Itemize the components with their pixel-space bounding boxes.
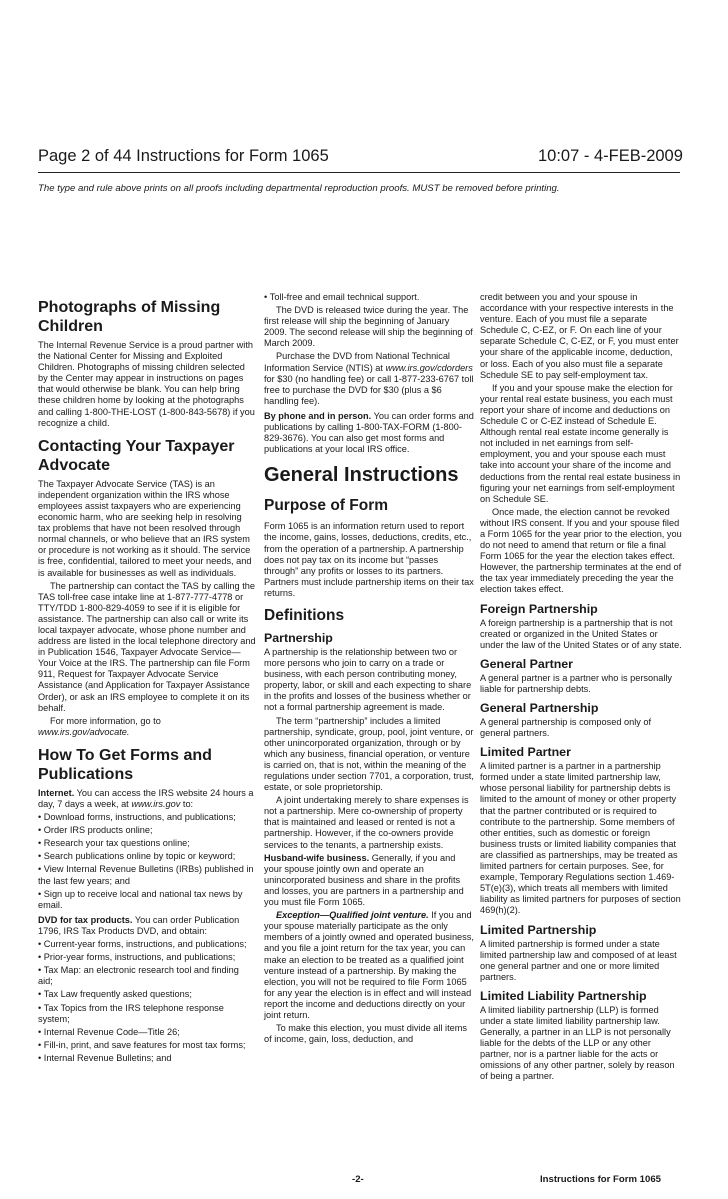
lpship-text: A limited partnership is formed under a state limited partnership law and composed of at least one general partner and one or more limited partners. bbox=[480, 938, 677, 982]
internet-text: You can access the IRS website 24 hours a day, 7 days a week, at bbox=[38, 787, 254, 809]
purchase-text-2: for $30 (no handling fee) or call 1-877-233-6767 toll free to purchase the DVD for $30 (plus a $6 handling fee). bbox=[264, 373, 474, 406]
internet-to: to: bbox=[182, 799, 194, 809]
internet-url[interactable]: www.irs.gov bbox=[131, 799, 181, 809]
internet-item: • Download forms, instructions, and publications; bbox=[38, 812, 256, 823]
foreign-title: Foreign Partnership bbox=[480, 601, 598, 616]
purchase-text-1: Purchase the DVD from National Technical Information Service (NTIS) at bbox=[264, 351, 450, 373]
page-number: -2- bbox=[352, 1174, 364, 1185]
dvd-item: • Internal Revenue Code—Title 26; bbox=[38, 1027, 256, 1038]
exception-text: If you and your spouse materially participate as the only members of a jointly owned and operated business, and you file a joint return for the tax year, you can make an election to be treated as a qualified joint venture instead of a partnership. By making the election, you will not be required to file Form 1065 for any year the election is in effect and will instead report the income and deductions directly on your joint return. bbox=[264, 910, 474, 1020]
internet-item: • Order IRS products online; bbox=[38, 825, 256, 836]
tas-p1: The Taxpayer Advocate Service (TAS) is an independent organization within the IRS whose employees assist taxpayers who are experiencing economic harm, who are seeking help in resolving tax problems that have not been resolved through normal channels, or who believe that an IRS system or procedure is not working as it should. The service is free, confidential, tailored to meet your needs, and is available for businesses as well as individuals. bbox=[38, 478, 252, 578]
husband-text: Generally, if you and your spouse jointly own and operate an unincorporated business and share in the profits and losses, you are partners in a partnership and you must file Form 1065. bbox=[264, 852, 464, 908]
internet-item: • Search publications online by topic or keyword; bbox=[38, 851, 256, 862]
partnership-p1: A partnership is the relationship between two or more persons who join to carry on a trade or business, with each person contributing money, property, labor, or skill and each expecting to share in the profits and losses of the business whether or not a formal partnership agreement is made. bbox=[264, 646, 472, 713]
dvd-item: • Tax Map: an electronic research tool and finding aid; bbox=[38, 965, 256, 987]
dvd-item: • Internal Revenue Bulletins; and bbox=[38, 1053, 256, 1064]
llp-title: Limited Liability Partnership bbox=[480, 988, 647, 1003]
gp-text: A general partner is a partner who is personally liable for partnership debts. bbox=[480, 672, 673, 694]
lp-title: Limited Partner bbox=[480, 745, 571, 760]
tas-p2: The partnership can contact the TAS by calling the TAS toll-free case intake line at 1-877-777-4778 or TTY/TDD 1-800-829-4059 to see if it is eligible for assistance. The partnership can also call or write its local taxpayer advocate, whose phone number and address are listed in the local telephone directory and in Publication 1546, Taxpayer Advocate Service—Your Voice at the IRS. The partnership can file Form 911, Request for Taxpayer Advocate Service Assistance (and Application for Taxpayer Assistance Order), or ask an IRS employee to complete it on its behalf. bbox=[38, 580, 256, 713]
gpship-title: General Partnership bbox=[480, 701, 599, 715]
forms-title: How To Get Forms and Publications bbox=[38, 746, 212, 783]
partnership-p2: The term “partnership” includes a limited partnership, syndicate, group, pool, joint venture, or other unincorporated organization, through or by which any business, financial operation, or venture is carried on, that is not, within the meaning of the regulations under section 7701, a corporation, trust, estate, or sole proprietorship. bbox=[264, 715, 474, 793]
foreign-text: A foreign partnership is a partnership that is not created or organized in the United States or under the law of the United States or of any state. bbox=[480, 617, 682, 650]
phone-text: You can order forms and publications by calling 1-800-TAX-FORM (1-800-829-3676). You can also get most forms and publications at your local IRS office. bbox=[264, 410, 474, 455]
phone-label: By phone and in person. bbox=[264, 410, 372, 421]
tas-p3 bbox=[38, 716, 256, 738]
internet-item: • Research your tax questions online; bbox=[38, 838, 256, 849]
dvd-release-text: The DVD is released twice during the year. The first release will ship the beginning of January 2009. The second release will ship the beginning of March 2009. bbox=[264, 305, 473, 349]
partnership-p3: A joint undertaking merely to share expenses is not a partnership. Mere co-ownership of property that is maintained and leased or rented is not a partnership. However, if the co-owners provide services to the tenants, a partnership exists. bbox=[264, 795, 469, 850]
election-continued: credit between you and your spouse in accordance with your respective interests in the venture. Each of you must file a separate Schedule C, C-EZ, or F. On each line of your separate Schedule C, C-EZ, or F, you must enter your share of the applicable income, deduction, or loss. Each of you also must file a separate Schedule SE to pay self-employment tax. bbox=[480, 292, 679, 380]
purchase-para bbox=[264, 351, 474, 406]
general-instructions-title: General Instructions bbox=[264, 464, 459, 487]
lpship-title: Limited Partnership bbox=[480, 922, 597, 937]
husband-label: Husband-wife business. bbox=[264, 852, 370, 863]
header-left: Page 2 of 44 Instructions for Form 1065 bbox=[38, 147, 329, 165]
internet-item: • Sign up to receive local and national tax news by email. bbox=[38, 889, 256, 911]
dvd-label: DVD for tax products. bbox=[38, 914, 133, 925]
definitions-title: Definitions bbox=[264, 606, 345, 624]
tas-link[interactable]: www.irs.gov/advocate. bbox=[38, 726, 130, 737]
purpose-title: Purpose of Form bbox=[264, 497, 389, 515]
footer-title: Instructions for Form 1065 bbox=[540, 1174, 662, 1185]
exception-label: Exception—Qualified joint venture. bbox=[276, 910, 429, 921]
column-3 bbox=[480, 292, 682, 1085]
exception-para bbox=[264, 910, 474, 1021]
column-2 bbox=[264, 292, 474, 1047]
tas-p3-text: For more information, go to bbox=[50, 715, 161, 726]
husband-para bbox=[264, 853, 474, 908]
dvd-item: • Current-year forms, instructions, and publications; bbox=[38, 939, 256, 950]
dvd-item: • Fill-in, print, and save features for most tax forms; bbox=[38, 1040, 256, 1051]
dvd-para bbox=[38, 915, 256, 937]
rental-para: If you and your spouse make the election for your rental real estate business, you each must report your share of income and deductions on Schedule C or C-EZ instead of Schedule E. Although rental real estate income generally is not included in net earnings from self-employment, you and your spouse each must take into account your share of the income and deductions from the rental real estate business in figuring your net earnings from self-employment on Schedule SE. bbox=[480, 382, 681, 504]
partnership-title: Partnership bbox=[264, 630, 333, 645]
election-para: To make this election, you must divide all items of income, gain, loss, deduction, and bbox=[264, 1023, 467, 1045]
dvd-item: • Tax Topics from the IRS telephone response system; bbox=[38, 1003, 256, 1025]
dvd-item: • Prior-year forms, instructions, and publications; bbox=[38, 952, 256, 963]
dvd-item: • Tax Law frequently asked questions; bbox=[38, 989, 256, 1000]
header-right: 10:07 - 4-FEB-2009 bbox=[538, 147, 683, 165]
lp-text: A limited partner is a partner in a partnership formed under a state limited partnership law, whose personal liability for partnership debts is limited to the amount of money or other property that the partner contributed or is required to contribute to the partnership. Some members of other entities, such as domestic or foreign business trusts or limited liability companies that are classified as partnerships, may be treated as limited partners for certain purposes. See, for example, Temporary Regulations section 1.469-5T(e)(3), which treats all members with limited liability as limited partners for purposes of section 469(h)(2). bbox=[480, 761, 681, 916]
tas-title: Contacting Your Taxpayer Advocate bbox=[38, 437, 235, 474]
purchase-url[interactable]: www.irs.gov/cdorders bbox=[385, 362, 473, 373]
gp-title: General Partner bbox=[480, 656, 573, 671]
gpship-text: A general partnership is composed only of general partners. bbox=[480, 717, 652, 739]
internet-para bbox=[38, 788, 256, 810]
support-bullet: • Toll-free and email technical support. bbox=[264, 292, 474, 303]
purpose-text: Form 1065 is an information return used to report the income, gains, losses, deductions, credits, etc., from the operation of a partnership. A partnership does not pay tax on its income but “passes through” any profits or losses to its partners. Partners must include partnership items on their tax returns. bbox=[264, 521, 474, 598]
revoke-para: Once made, the election cannot be revoked without IRS consent. If you and your spouse filed a Form 1065 for the year prior to the election, you do not need to amend that return or file a final Form 1065 for the year the election takes effect. However, the partnership terminates at the end of the tax year immediately preceding the year the election takes effect. bbox=[480, 506, 682, 595]
column-1 bbox=[38, 292, 256, 1066]
internet-label: Internet. bbox=[38, 787, 75, 798]
proof-notice: The type and rule above prints on all proofs including departmental reproduction proofs. MUST be removed before printing. bbox=[38, 183, 560, 194]
llp-text: A limited liability partnership (LLP) is formed under a state limited liability partnership law. Generally, a partner in an LLP is not personally liable for the debts of the LLP or any other partner, nor is a partner liable for the acts or omissions of any other partner, solely by reason of being a partner. bbox=[480, 1004, 675, 1082]
phone-para bbox=[264, 411, 474, 455]
dvd-text: You can order Publication 1796, IRS Tax Products DVD, and obtain: bbox=[38, 914, 240, 936]
photos-title: Photographs of Missing Children bbox=[38, 299, 221, 335]
photos-text: The Internal Revenue Service is a proud partner with the National Center for Missing and Exploited Children. Photographs of missing children selected by the Center may appear in instructions on pages that would otherwise be blank. You can help bring these children home by looking at the photographs and calling 1-800-THE-LOST (1-800-843-5678) if you recognize a child. bbox=[38, 340, 255, 428]
internet-item: • View Internal Revenue Bulletins (IRBs) published in the last few years; and bbox=[38, 864, 256, 886]
header-rule bbox=[38, 172, 680, 173]
